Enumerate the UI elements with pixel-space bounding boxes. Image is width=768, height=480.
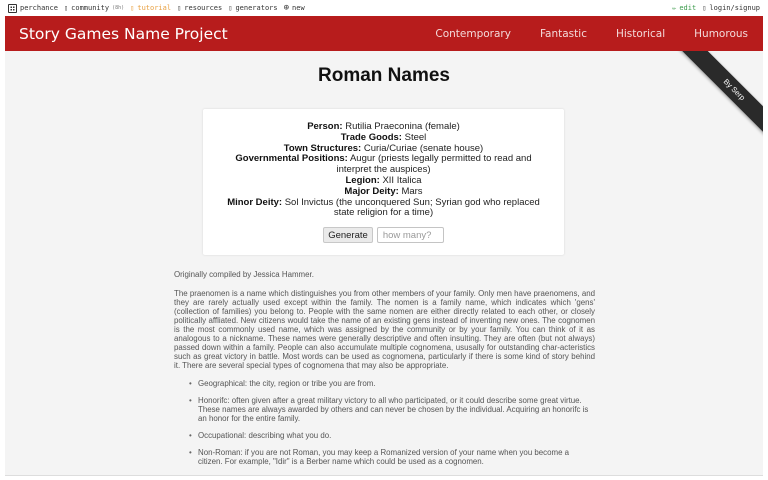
topbar-label: resources xyxy=(184,4,223,12)
result-entry-minor-deity xyxy=(203,198,564,220)
topbar-resources-link[interactable] xyxy=(177,4,222,12)
list-item: • Non-Roman: if you are not Roman, you may keep a Romanized version of your name when you become a citizen. For example, "Idir" is a Berber name which could be used as a cognomen. xyxy=(189,448,595,466)
entry-key: Governmental Positions: xyxy=(235,153,348,165)
entry-value: Rutilia Praeconina (female) xyxy=(345,121,460,132)
list-item: • Geographical: the city, region or tribe you are from. xyxy=(189,379,595,388)
chat-icon: ▯ xyxy=(63,4,69,12)
community-badge: (8h) xyxy=(112,5,125,11)
generate-controls xyxy=(203,227,564,243)
list-icon: ▯ xyxy=(228,4,233,12)
result-entry-governmental-positions xyxy=(203,154,564,176)
credit-line: Originally compiled by Jessica Hammer. xyxy=(174,270,314,279)
topbar-label: new xyxy=(292,4,305,12)
entry-value: Sol Invictus (the unconquered Sun; Syrian god who replaced state religion for a time) xyxy=(284,196,540,219)
author-ribbon-label[interactable]: By Serp xyxy=(675,51,763,141)
entry-value: Mars xyxy=(401,185,423,197)
entry-key: Person: xyxy=(307,121,343,132)
result-card xyxy=(203,109,564,255)
topbar-label: generators xyxy=(235,4,278,12)
dice-icon xyxy=(8,4,17,13)
topbar-perchance-link[interactable] xyxy=(8,4,58,13)
entry-value: Steel xyxy=(404,131,427,143)
topbar-label: login/signup xyxy=(709,4,760,12)
entry-value: Augur (priests legally permitted to read and interpret the auspices) xyxy=(336,153,532,176)
plus-circle-icon: ⊕ xyxy=(283,3,290,13)
nav-historical[interactable]: Historical xyxy=(615,27,666,40)
topbar-label: community xyxy=(71,4,110,12)
doc-icon: ▯ xyxy=(177,4,182,12)
perchance-topbar xyxy=(0,0,768,16)
topbar-new-link[interactable] xyxy=(284,3,305,13)
topbar-label: tutorial xyxy=(137,4,172,12)
book-icon: ▯ xyxy=(130,4,135,12)
entry-key: Trade Goods: xyxy=(340,131,402,143)
cognomena-types-list xyxy=(174,379,595,466)
nav-contemporary[interactable]: Contemporary xyxy=(435,27,511,40)
topbar-label: edit xyxy=(679,4,697,12)
pencil-icon: ✏ xyxy=(672,4,677,12)
list-item: • Honorifc: often given after a great military victory to all who participated, or it could describe some great virtue. These names are always awarded by others and can never be chosen by the individual. Acquiring an honorifc is an honor for the entire family. xyxy=(189,396,595,423)
generator-page xyxy=(5,16,763,476)
topbar-right xyxy=(672,4,760,12)
topbar-tutorial-link[interactable] xyxy=(130,4,171,12)
user-icon: ▯ xyxy=(702,4,707,12)
nav-fantastic[interactable]: Fantastic xyxy=(539,27,587,40)
page-title: Roman Names xyxy=(318,65,450,86)
list-item: • Occupational: describing what you do. xyxy=(189,431,595,440)
entry-key: Town Structures: xyxy=(283,142,362,154)
description-paragraph: The praenomen is a name which distinguishes you from other members of your family. Only men have praenomens, and they are rarely actually used except within the family. The nomen is a family name, which indicates which 'gens' (collection of families) you belong to. People with the same nomen are either directly related to each other, or closely politically affliated. New citizens would take the name of an existing gens instead of inventing new ones. The cognomen is the most commonly used name, which was assigned by the community or by your family. You can think of it as analogous to a nickname. These names were generally descriptive and often insulting. They are often (but not always) passed down within a family. People can also accumulate multiple cognomena, ususally for outstanding char-acteristics such as great victory in battle. Most words can be used as cognomena, particularly if there is some kind of story behind it. There are several special types of cognomena that may also be appropriate. xyxy=(174,289,595,370)
topbar-edit-link[interactable] xyxy=(672,4,696,12)
description xyxy=(174,270,595,474)
how-many-input[interactable] xyxy=(377,227,444,243)
generate-button[interactable]: Generate xyxy=(323,227,373,243)
topbar-login-link[interactable] xyxy=(702,4,760,12)
topbar-generators-link[interactable] xyxy=(228,4,277,12)
entry-value: Curia/Curiae (senate house) xyxy=(363,142,484,154)
entry-key: Minor Deity: xyxy=(227,196,283,208)
nav-humorous[interactable]: Humorous xyxy=(694,27,748,40)
topbar-label: perchance xyxy=(20,4,58,12)
navbar xyxy=(5,16,763,51)
category-nav xyxy=(406,28,748,40)
entry-key: Legion: xyxy=(345,174,380,186)
brand-title[interactable]: Story Games Name Project xyxy=(19,24,228,43)
author-ribbon xyxy=(673,51,763,141)
topbar-left xyxy=(8,3,305,13)
topbar-community-link[interactable] xyxy=(64,4,124,12)
entry-key: Major Deity: xyxy=(344,185,399,197)
entry-value: XII Italica xyxy=(382,174,422,186)
